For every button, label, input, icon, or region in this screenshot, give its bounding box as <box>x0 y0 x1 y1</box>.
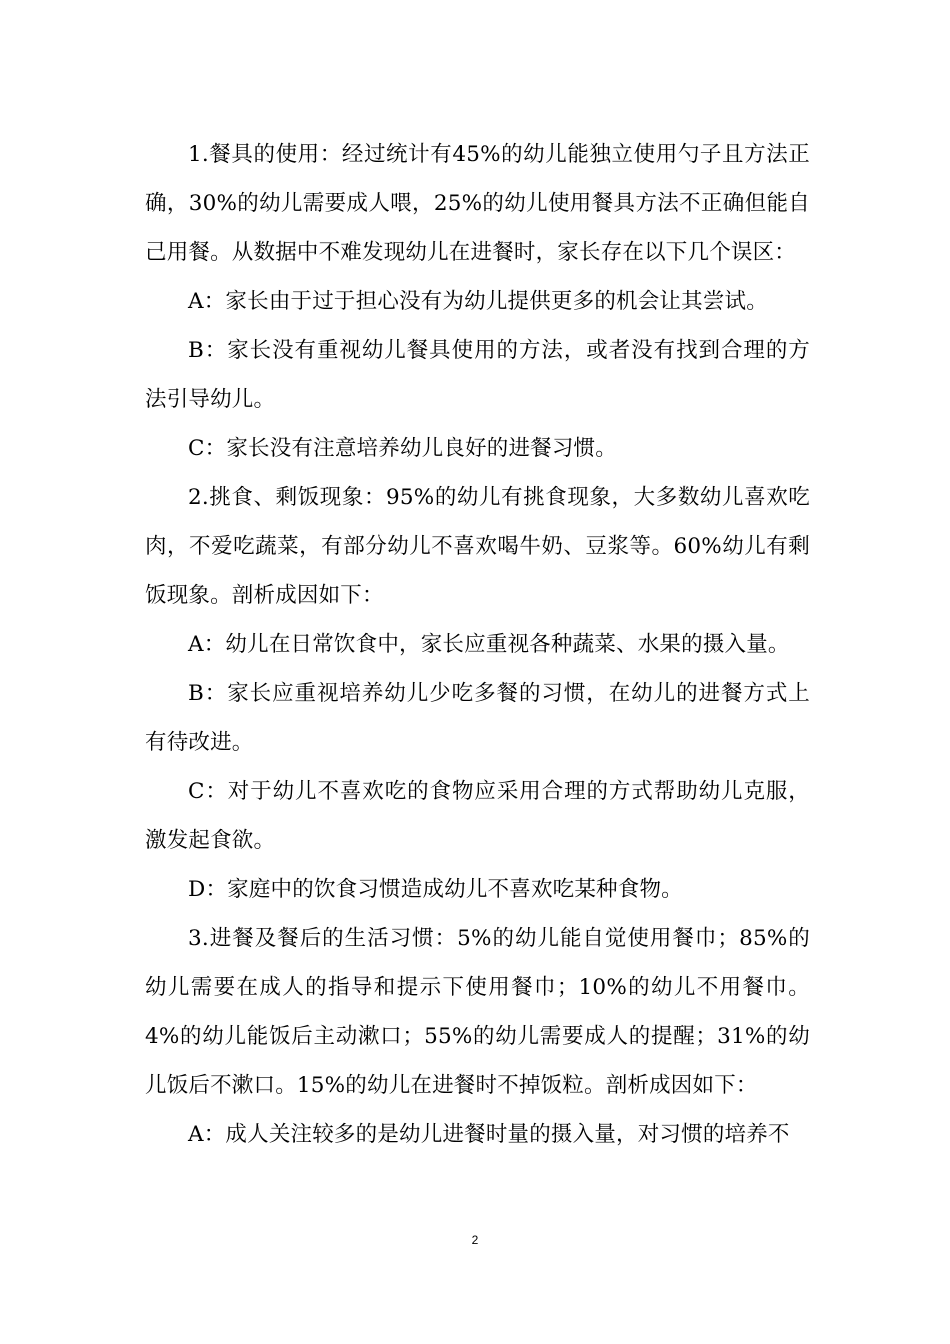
paragraph-point-a: A：幼儿在日常饮食中，家长应重视各种蔬菜、水果的摄入量。 <box>188 632 790 657</box>
paragraph-tableware-usage: 1.餐具的使用：经过统计有45%的幼儿能独立使用勺子且方法正确，30%的幼儿需要成人喂，25%的幼儿使用餐具方法不正确但能自己用餐。从数据中不难发现幼儿在进餐时，家长存在以下几个误区： <box>145 142 810 265</box>
paragraph-point-c: C：家长没有注意培养幼儿良好的进餐习惯。 <box>188 436 617 461</box>
paragraph-point-d: D：家庭中的饮食习惯造成幼儿不喜欢吃某种食物。 <box>188 877 683 902</box>
page-number: 2 <box>471 1233 479 1247</box>
paragraph-point-c: C：对于幼儿不喜欢吃的食物应采用合理的方式帮助幼儿克服，激发起食欲。 <box>145 779 810 853</box>
paragraph-picky-eating: 2.挑食、剩饭现象：95%的幼儿有挑食现象，大多数幼儿喜欢吃肉，不爱吃蔬菜，有部分幼儿不喜欢喝牛奶、豆浆等。60%幼儿有剩饭现象。剖析成因如下： <box>145 485 810 608</box>
paragraph-living-habits: 3.进餐及餐后的生活习惯：5%的幼儿能自觉使用餐巾；85%的幼儿需要在成人的指导和提示下使用餐巾；10%的幼儿不用餐巾。4%的幼儿能饭后主动漱口；55%的幼儿需要成人的提醒；31%的幼儿饭后不漱口。15%的幼儿在进餐时不掉饭粒。剖析成因如下： <box>145 926 810 1098</box>
paragraph-point-a: A：成人关注较多的是幼儿进餐时量的摄入量，对习惯的培养不 <box>188 1122 790 1147</box>
paragraph-point-b: B：家长应重视培养幼儿少吃多餐的习惯，在幼儿的进餐方式上有待改进。 <box>145 681 810 755</box>
paragraph-point-b: B：家长没有重视幼儿餐具使用的方法，或者没有找到合理的方法引导幼儿。 <box>145 338 810 412</box>
paragraph-point-a: A：家长由于过于担心没有为幼儿提供更多的机会让其尝试。 <box>188 289 768 314</box>
document-body <box>145 130 810 1159</box>
